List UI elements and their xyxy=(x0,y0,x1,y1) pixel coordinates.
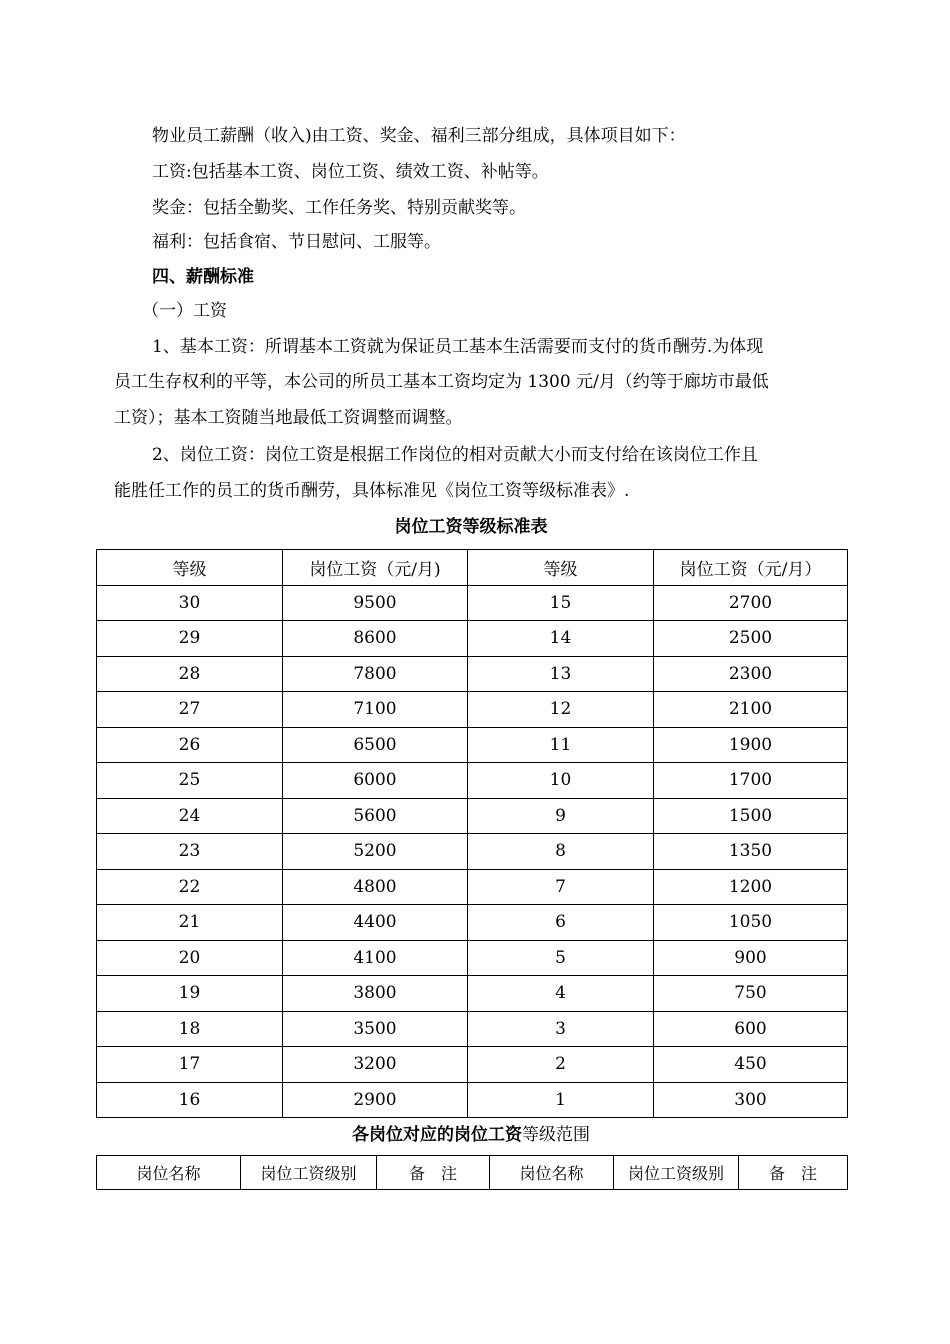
table-row xyxy=(97,1047,848,1083)
wage-cell: 750 xyxy=(654,976,848,1012)
header-post-wage: 岗位工资（元/月) xyxy=(283,550,468,586)
grade-cell: 3 xyxy=(468,1011,654,1047)
wage-cell: 3800 xyxy=(283,976,468,1012)
wage-cell: 9500 xyxy=(283,585,468,621)
grade-cell: 24 xyxy=(97,798,283,834)
grade-cell: 15 xyxy=(468,585,654,621)
table-row xyxy=(97,727,848,763)
paragraph-wages: 工资:包括基本工资、岗位工资、绩效工资、补帖等。 xyxy=(152,162,549,182)
wage-cell: 6500 xyxy=(283,727,468,763)
grade-cell: 2 xyxy=(468,1047,654,1083)
basic-wage-line-1: 1、基本工资：所谓基本工资就为保证员工基本生活需要而支付的货币酬劳.为体现 xyxy=(152,337,764,357)
table-row xyxy=(97,905,848,941)
grade-cell: 16 xyxy=(97,1082,283,1118)
header-post-name: 岗位名称 xyxy=(490,1156,614,1190)
post-wage-line-2: 能胜任工作的员工的货币酬劳，具体标准见《岗位工资等级标准表》. xyxy=(114,481,630,501)
grade-cell: 22 xyxy=(97,869,283,905)
wage-cell: 300 xyxy=(654,1082,848,1118)
table-row xyxy=(97,976,848,1012)
table-row xyxy=(97,1082,848,1118)
wage-cell: 3200 xyxy=(283,1047,468,1083)
wage-cell: 7800 xyxy=(283,656,468,692)
grade-cell: 8 xyxy=(468,834,654,870)
grade-cell: 13 xyxy=(468,656,654,692)
header-post-wage: 岗位工资（元/月） xyxy=(654,550,848,586)
wage-cell: 1200 xyxy=(654,869,848,905)
wage-cell: 2700 xyxy=(654,585,848,621)
subsection-heading-wages: （一）工资 xyxy=(142,301,227,321)
post-table-title xyxy=(96,1125,846,1145)
wage-cell: 8600 xyxy=(283,621,468,657)
table-row xyxy=(97,585,848,621)
wage-cell: 5200 xyxy=(283,834,468,870)
grade-cell: 11 xyxy=(468,727,654,763)
post-grade-range-table xyxy=(96,1155,848,1190)
header-remarks: 备 注 xyxy=(377,1156,490,1190)
grade-table-title: 岗位工资等级标准表 xyxy=(394,517,548,537)
wage-cell: 1050 xyxy=(654,905,848,941)
table-header-row xyxy=(97,550,848,586)
wage-cell: 600 xyxy=(654,1011,848,1047)
wage-cell: 4100 xyxy=(283,940,468,976)
header-grade: 等级 xyxy=(97,550,283,586)
grade-cell: 6 xyxy=(468,905,654,941)
wage-cell: 900 xyxy=(654,940,848,976)
wage-cell: 2500 xyxy=(654,621,848,657)
grade-cell: 1 xyxy=(468,1082,654,1118)
post-table-title-bold: 各岗位对应的岗位工资 xyxy=(352,1125,522,1145)
grade-cell: 29 xyxy=(97,621,283,657)
grade-cell: 19 xyxy=(97,976,283,1012)
wage-cell: 7100 xyxy=(283,692,468,728)
wage-cell: 1350 xyxy=(654,834,848,870)
basic-wage-line-2: 员工生存权利的平等，本公司的所员工基本工资均定为 1300 元/月（约等于廊坊市最低 xyxy=(114,372,769,392)
grade-cell: 27 xyxy=(97,692,283,728)
wage-cell: 1900 xyxy=(654,727,848,763)
wage-cell: 2300 xyxy=(654,656,848,692)
paragraph-salary-composition: 物业员工薪酬（收入)由工资、奖金、福利三部分组成，具体项目如下： xyxy=(152,126,686,146)
grade-cell: 28 xyxy=(97,656,283,692)
grade-cell: 21 xyxy=(97,905,283,941)
post-table-title-rest: 等级范围 xyxy=(522,1125,590,1145)
grade-cell: 14 xyxy=(468,621,654,657)
post-wage-line-1: 2、岗位工资：岗位工资是根据工作岗位的相对贡献大小而支付给在该岗位工作且 xyxy=(152,445,758,465)
wage-cell: 2900 xyxy=(283,1082,468,1118)
wage-cell: 3500 xyxy=(283,1011,468,1047)
wage-cell: 6000 xyxy=(283,763,468,799)
table-row xyxy=(97,869,848,905)
wage-cell: 450 xyxy=(654,1047,848,1083)
grade-cell: 30 xyxy=(97,585,283,621)
grade-cell: 4 xyxy=(468,976,654,1012)
wage-cell: 1500 xyxy=(654,798,848,834)
grade-cell: 17 xyxy=(97,1047,283,1083)
wage-cell: 1700 xyxy=(654,763,848,799)
header-post-name: 岗位名称 xyxy=(97,1156,241,1190)
table-row xyxy=(97,763,848,799)
grade-standard-table xyxy=(96,549,848,1118)
header-remarks: 备 注 xyxy=(739,1156,848,1190)
grade-cell: 7 xyxy=(468,869,654,905)
header-post-wage-level: 岗位工资级别 xyxy=(241,1156,377,1190)
table-row xyxy=(97,834,848,870)
grade-cell: 18 xyxy=(97,1011,283,1047)
table-row xyxy=(97,940,848,976)
wage-cell: 2100 xyxy=(654,692,848,728)
grade-cell: 10 xyxy=(468,763,654,799)
wage-cell: 4400 xyxy=(283,905,468,941)
grade-cell: 9 xyxy=(468,798,654,834)
paragraph-bonus: 奖金：包括全勤奖、工作任务奖、特别贡献奖等。 xyxy=(152,198,526,218)
wage-cell: 5600 xyxy=(283,798,468,834)
grade-cell: 25 xyxy=(97,763,283,799)
grade-cell: 5 xyxy=(468,940,654,976)
table-row xyxy=(97,621,848,657)
grade-cell: 26 xyxy=(97,727,283,763)
table-header-row xyxy=(97,1156,848,1190)
table-row xyxy=(97,692,848,728)
table-row xyxy=(97,1011,848,1047)
paragraph-benefits: 福利：包括食宿、节日慰问、工服等。 xyxy=(152,232,441,252)
header-grade: 等级 xyxy=(468,550,654,586)
wage-cell: 4800 xyxy=(283,869,468,905)
grade-cell: 20 xyxy=(97,940,283,976)
table-row xyxy=(97,656,848,692)
table-row xyxy=(97,798,848,834)
section-heading-salary-standard: 四、薪酬标准 xyxy=(152,267,254,287)
basic-wage-line-3: 工资）；基本工资随当地最低工资调整而调整。 xyxy=(114,408,463,428)
grade-cell: 12 xyxy=(468,692,654,728)
grade-cell: 23 xyxy=(97,834,283,870)
header-post-wage-level: 岗位工资级别 xyxy=(614,1156,739,1190)
